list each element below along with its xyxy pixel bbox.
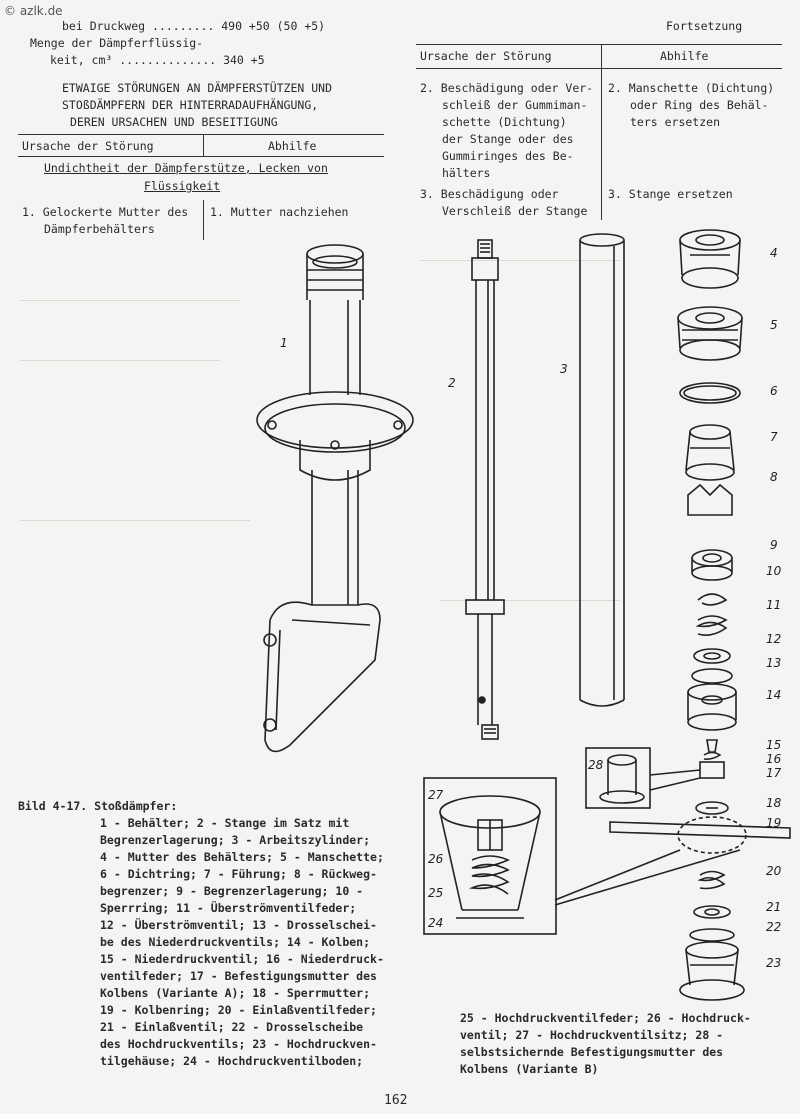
continuation-heading: Fortsetzung [666,19,743,33]
spec-line-2: Menge der Dämpferflüssig- [30,36,204,50]
label-23: 23 [766,956,782,970]
label-1: 1 [280,336,288,350]
label-20: 20 [766,864,782,878]
label-28: 28 [588,758,604,772]
label-11: 11 [766,598,782,612]
label-19: 19 [766,816,782,830]
table-section-1: Undichtheit der Dämpferstütze, Lecken von [44,161,328,175]
label-21: 21 [766,900,782,914]
caption-left-10: ventilfeder; 17 - Befestigungsmutter des [100,969,377,983]
label-22: 22 [766,920,782,934]
row3-cause-1: 3. Beschädigung oder [420,187,559,201]
part-2-rod [466,240,504,739]
label-8: 8 [770,470,778,484]
caption-left-6: Sperrring; 11 - Überströmventilfeder; [100,901,357,915]
row1-cause-1: 1. Gelockerte Mutter des [22,205,189,219]
page-number: 162 [384,1093,408,1108]
label-12: 12 [766,632,782,646]
caption-right-1: ventil; 27 - Hochdruckventilsitz; 28 - [460,1028,724,1042]
row2-cause-5: Gummiringes des Be- [442,149,574,163]
right-header-fix: Abhilfe [660,49,709,63]
row3-cause-2: Verschleiß der Stange [442,204,588,218]
row2-cause-4: der Stange oder des [442,132,574,146]
caption-left-7: 12 - Überströmventil; 13 - Drosselschei- [100,918,377,932]
caption-left-3: 4 - Mutter des Behälters; 5 - Manschette; [100,850,384,864]
detail-box-cutaway [424,778,556,934]
label-13: 13 [766,656,782,670]
label-24: 24 [428,916,444,930]
section-title-3: DEREN URSACHEN UND BESEITIGUNG [70,115,278,129]
caption-left-11: Kolbens (Variante A); 18 - Sperrmutter; [100,986,371,1000]
label-6: 6 [770,384,778,398]
table-header-cause: Ursache der Störung [22,139,154,153]
caption-left-9: 15 - Niederdruckventil; 16 - Niederdruck- [100,952,384,966]
row1-cause-2: Dämpferbehälters [44,222,155,236]
label-2: 2 [448,376,456,390]
caption-left-12: 19 - Kolbenring; 20 - Einlaßventilfeder; [100,1003,377,1017]
label-18: 18 [766,796,782,810]
label-15: 15 [766,738,782,752]
caption-left-2: Begrenzerlagerung; 3 - Arbeitszylinder; [100,833,371,847]
label-4: 4 [770,246,778,260]
spec-line-3: keit, cm³ .............. 340 +5 [50,53,265,67]
label-14: 14 [766,688,782,702]
label-10: 10 [766,564,782,578]
caption-left-13: 21 - Einlaßventil; 22 - Drosselscheibe [100,1020,364,1034]
label-26: 26 [428,852,444,866]
caption-left-1: 1 - Behälter; 2 - Stange im Satz mit [100,816,350,830]
label-7: 7 [770,430,778,444]
label-17: 17 [766,766,782,780]
section-title-1: ETWAIGE STÖRUNGEN AN DÄMPFERSTÜTZEN UND [62,81,333,95]
table-section-2: Flüssigkeit [144,179,221,193]
row2-cause-2: schleiß der Gummiman- [442,98,588,112]
watermark[interactable]: © azlk.de [4,4,63,18]
table-header-fix: Abhilfe [268,139,317,153]
part-3-cylinder [580,234,624,706]
caption-left-4: 6 - Dichtring; 7 - Führung; 8 - Rückweg- [100,867,377,881]
row2-fix-1: 2. Manschette (Dichtung) [608,81,775,95]
caption-right-0: 25 - Hochdruckventilfeder; 26 - Hochdruck- [460,1011,751,1025]
row2-fix-3: ters ersetzen [630,115,721,129]
label-5: 5 [770,318,778,332]
label-16: 16 [766,752,782,766]
detail-box-28 [586,748,700,808]
caption-left-5: begrenzer; 9 - Begrenzerlagerung; 10 - [100,884,364,898]
caption-left-8: be des Niederdruckventils; 14 - Kolben; [100,935,371,949]
label-27: 27 [428,788,444,802]
label-3: 3 [560,362,568,376]
spec-line-1: bei Druckweg ......... 490 +50 (50 +5) [62,19,326,33]
label-25: 25 [428,886,444,900]
caption-left-0: Bild 4-17. Stoßdämpfer: [18,799,178,813]
part-1-container [257,245,413,751]
row2-cause-1: 2. Beschädigung oder Ver- [420,81,594,95]
caption-left-15: tilgehäuse; 24 - Hochdruckventilboden; [100,1054,364,1068]
row2-cause-6: hälters [442,166,491,180]
caption-right-3: Kolbens (Variante B) [460,1062,599,1076]
row3-fix: 3. Stange ersetzen [608,187,733,201]
section-title-2: STOßDÄMPFERN DER HINTERRADAUFHÄNGUNG, [62,98,319,112]
caption-right-2: selbstsichernde Befestigungsmutter des [460,1045,724,1059]
exploded-parts [555,230,790,1000]
right-header-cause: Ursache der Störung [420,49,552,63]
row1-fix: 1. Mutter nachziehen [210,205,349,219]
label-9: 9 [770,538,778,552]
row2-cause-3: schette (Dichtung) [442,115,567,129]
row2-fix-2: oder Ring des Behäl- [630,98,769,112]
caption-left-14: des Hochdruckventils; 23 - Hochdruckven- [100,1037,377,1051]
